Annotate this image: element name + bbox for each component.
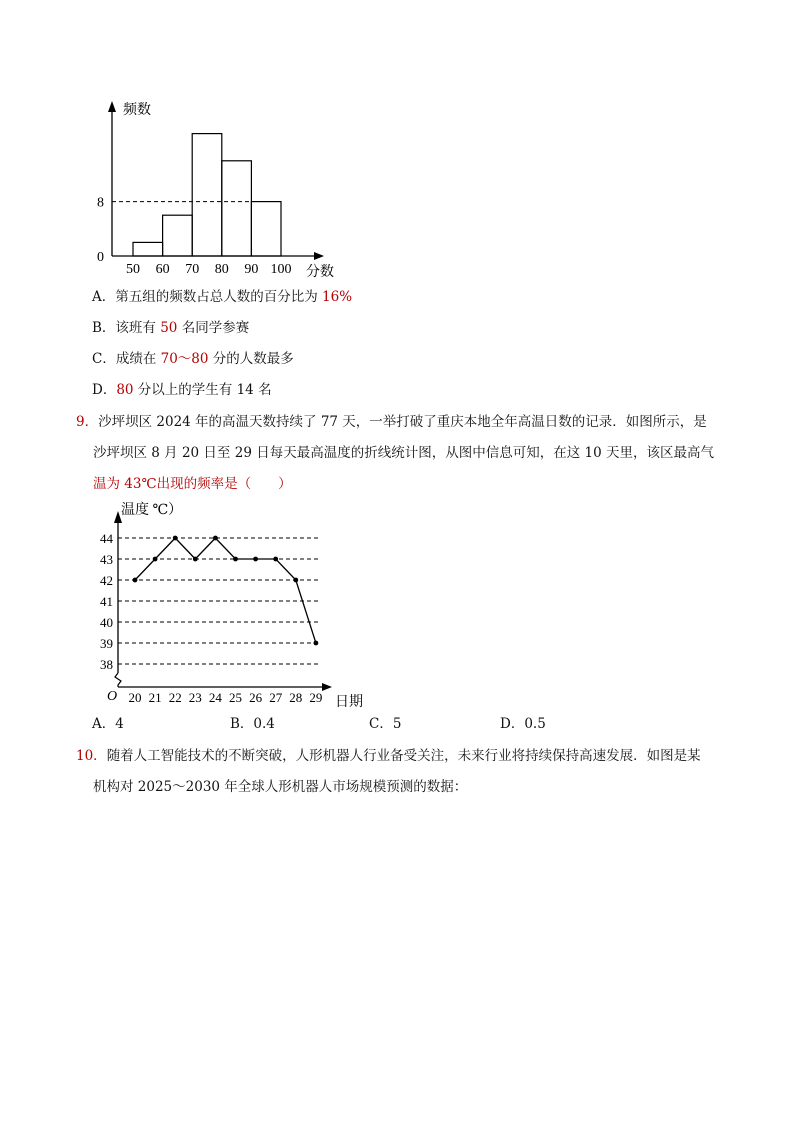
q8-option-d-suffix: 分以上的学生有 14 名 — [133, 382, 272, 398]
temperature-line-chart — [0, 495, 794, 715]
q8-option-c-suffix: 分的人数最多 — [208, 351, 294, 367]
hist-bar — [133, 242, 163, 256]
temp-point — [133, 578, 138, 583]
temp-y-tick: 44 — [100, 531, 113, 546]
temp-point — [314, 641, 319, 646]
temp-x-tick: 25 — [229, 690, 242, 705]
temp-y-tick: 39 — [100, 636, 113, 651]
hist-bar — [192, 134, 222, 256]
q8-option-a-text: A．第五组的频数占总人数的百分比为 — [92, 289, 323, 305]
hist-x-arrow — [314, 252, 324, 260]
temp-y-tick: 42 — [100, 573, 113, 588]
temp-x-tick: 24 — [208, 690, 222, 705]
q10-text-1: 随着人工智能技术的不断突破，人形机器人行业备受关注，未来行业将持续保持高速发展．如图是某 — [106, 748, 701, 764]
temp-point — [293, 578, 298, 583]
temp-origin: O — [107, 689, 118, 704]
q8-option-b-suffix: 名同学参赛 — [177, 320, 250, 336]
q8-option-a-value: 16% — [322, 289, 353, 305]
temp-point — [173, 536, 178, 541]
q9-option-d[interactable]: D．0.5 — [500, 716, 546, 732]
q8-option-a[interactable] — [92, 291, 352, 305]
temp-point — [153, 557, 158, 562]
hist-x-tick: 90 — [244, 262, 259, 277]
hist-bar — [163, 215, 193, 256]
temp-y-tick: 41 — [100, 594, 113, 609]
q10-line-1 — [76, 750, 701, 764]
hist-x-tick: 100 — [270, 262, 292, 277]
temp-x-tick: 22 — [168, 690, 182, 705]
temp-point — [253, 557, 258, 562]
q9-number: 9． — [76, 414, 99, 430]
q8-option-b-prefix: B．该班有 — [92, 320, 161, 336]
q10-text-2: 机构对 2025～2030 年全球人形机器人市场规模预测的数据： — [93, 779, 468, 795]
q8-option-b[interactable] — [92, 322, 249, 336]
q8-option-d[interactable] — [92, 384, 272, 398]
temp-x-tick: 29 — [309, 690, 323, 705]
temp-point — [193, 557, 198, 562]
hist-bar — [222, 161, 252, 256]
q9-line-1 — [76, 416, 707, 430]
q8-option-d-label: D． — [92, 382, 117, 398]
temp-xlabel: 日期 — [335, 695, 363, 710]
q8-option-c[interactable] — [92, 353, 294, 367]
hist-y-arrow — [108, 101, 116, 112]
temp-x-tick: 28 — [289, 690, 303, 705]
hist-xlabel: 分数 — [306, 265, 334, 280]
hist-y-tick: 8 — [97, 195, 104, 211]
q8-option-b-value: 50 — [160, 320, 178, 336]
temp-x-tick: 23 — [188, 690, 202, 705]
q9-option-a[interactable]: A．4 — [92, 716, 124, 732]
q8-option-d-value: 80 — [116, 382, 134, 398]
temp-series-line — [135, 538, 316, 643]
temperature-layer — [100, 511, 332, 705]
temp-point — [213, 536, 218, 541]
q9-text-2: 沙坪坝区 8 月 20 日至 29 日每天最高温度的折线统计图，从图中信息可知，在这 10 天里，该区最高气 — [93, 445, 714, 461]
temp-x-arrow — [322, 683, 332, 691]
hist-bar — [251, 202, 281, 256]
hist-ylabel: 频数 — [123, 103, 151, 118]
frequency-histogram — [0, 0, 794, 290]
q9-text-1: 沙坪坝区 2024 年的高温天数持续了 77 天，一举打破了重庆本地全年高温日数的记录．如图所示，是 — [98, 414, 707, 430]
temp-x-tick: 21 — [148, 690, 162, 705]
temp-axis-break — [115, 673, 121, 687]
temp-y-tick: 43 — [100, 552, 113, 567]
q9-option-b[interactable]: B．0.4 — [230, 716, 275, 732]
hist-x-tick: 70 — [185, 262, 200, 277]
temp-x-tick: 20 — [128, 690, 142, 705]
temp-y-tick: 40 — [100, 615, 113, 630]
q8-option-c-value: 70～80 — [160, 351, 209, 367]
temp-point — [233, 557, 238, 562]
hist-x-tick: 60 — [155, 262, 170, 277]
q9-option-c[interactable]: C．5 — [369, 716, 402, 732]
q10-number: 10． — [76, 748, 107, 764]
temp-ylabel: 温度 ℃） — [121, 503, 183, 518]
temp-y-tick: 38 — [100, 657, 113, 672]
q8-option-c-prefix: C．成绩在 — [92, 351, 161, 367]
temp-point — [273, 557, 278, 562]
temp-x-tick: 27 — [269, 690, 283, 705]
histogram-layer — [97, 101, 324, 277]
hist-y-tick: 0 — [97, 250, 104, 265]
q9-text-3: 温为 43℃出现的频率是（ ） — [93, 476, 292, 492]
hist-x-tick: 80 — [214, 262, 229, 277]
hist-x-tick: 50 — [126, 262, 140, 277]
temp-x-tick: 26 — [249, 690, 263, 705]
